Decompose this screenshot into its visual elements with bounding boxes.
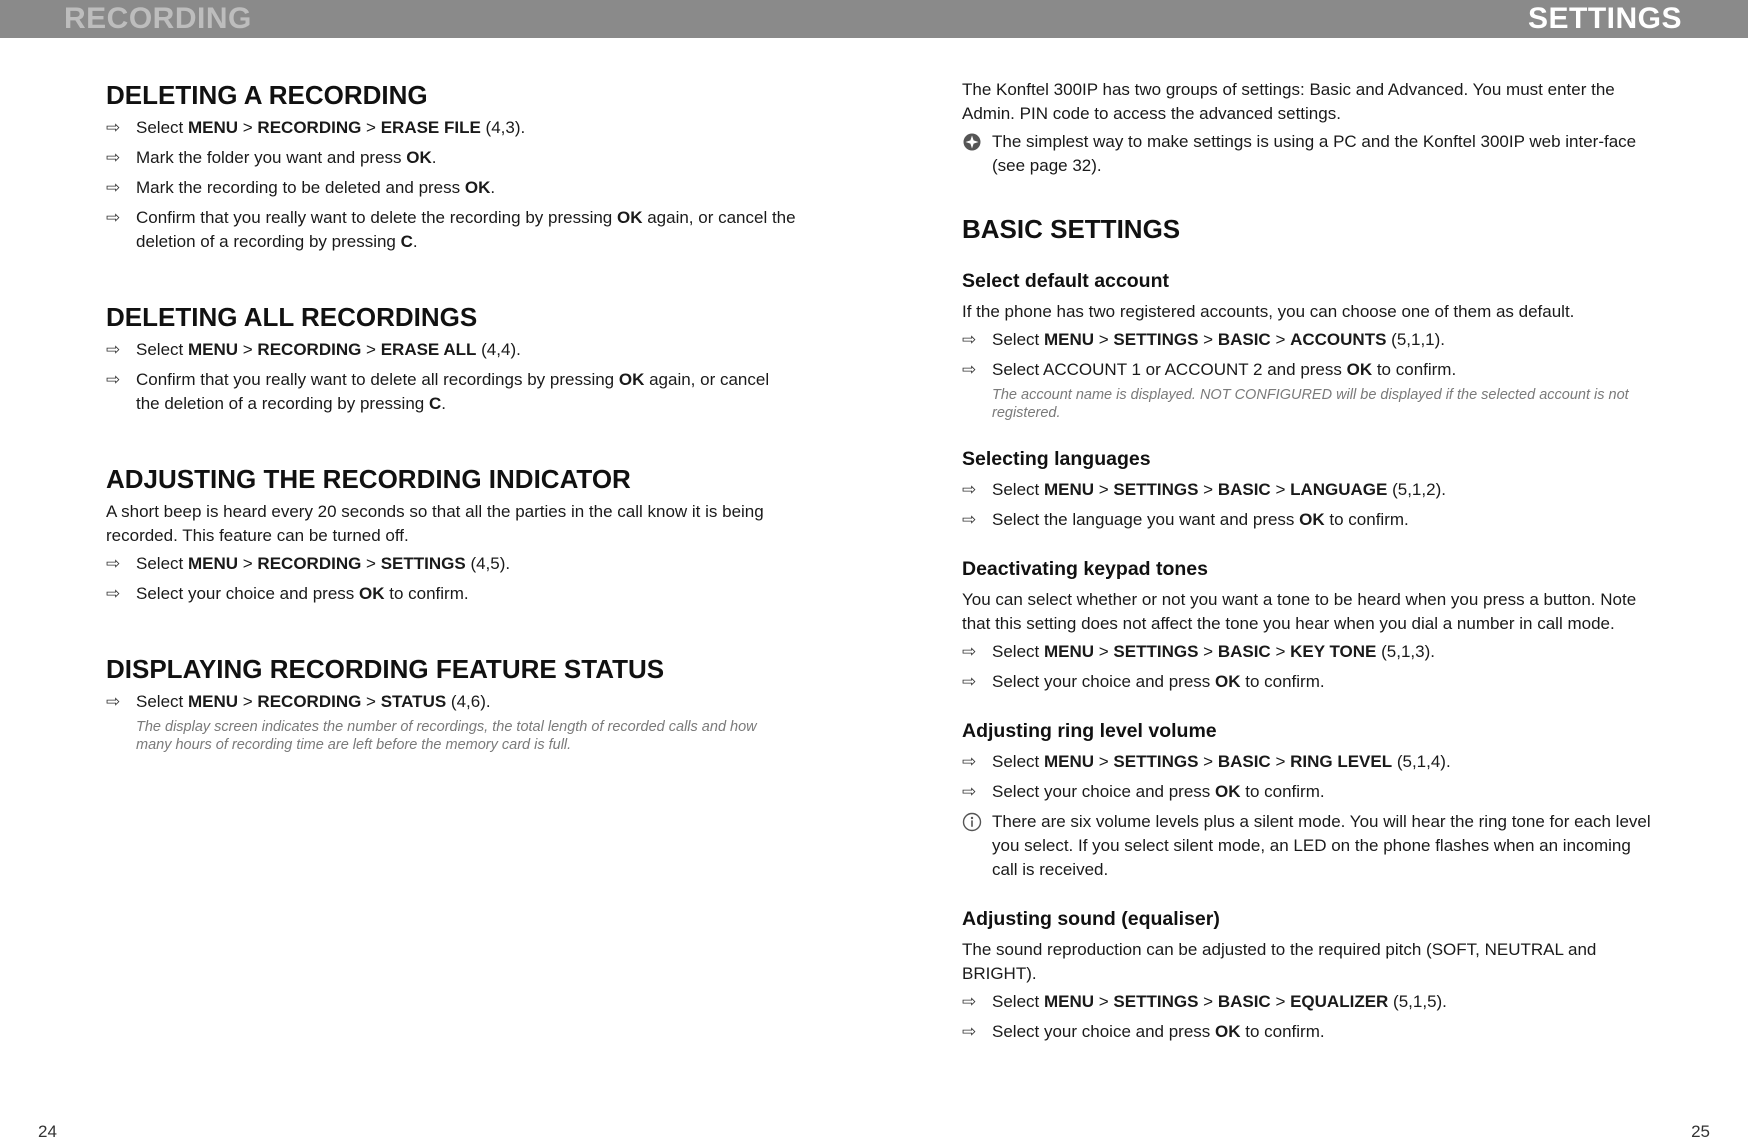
step: ⇨ Select MENU > RECORDING > ERASE FILE (4,3). <box>106 116 796 140</box>
step: ⇨ Select your choice and press OK to confirm. <box>962 670 1652 694</box>
right-arrow-icon: ⇨ <box>962 1022 977 1041</box>
step: ⇨ Mark the recording to be deleted and press OK. <box>106 176 796 200</box>
sound-description: The sound reproduction can be adjusted to the required pitch (SOFT, NEUTRAL and BRIGHT). <box>962 940 1597 983</box>
tip-icon <box>962 132 982 152</box>
heading-ring-level: Adjusting ring level volume <box>962 720 1217 742</box>
heading-basic-settings: BASIC SETTINGS <box>962 214 1181 244</box>
right-arrow-icon: ⇨ <box>962 782 977 801</box>
step: ⇨ Select MENU > SETTINGS > BASIC > KEY TONE (5,1,3). <box>962 640 1652 664</box>
right-arrow-icon: ⇨ <box>962 752 977 771</box>
section-title-settings: SETTINGS <box>1527 2 1682 35</box>
right-arrow-icon: ⇨ <box>962 992 977 1011</box>
step: ⇨ Confirm that you really want to delete the recording by pressing OK again, or cancel the deletion of a recording by pressing C. <box>106 208 796 251</box>
right-arrow-icon: ⇨ <box>962 330 977 349</box>
step: ⇨ Select MENU > SETTINGS > BASIC > LANGUAGE (5,1,2). <box>962 478 1652 502</box>
right-column <box>962 78 1652 1050</box>
settings-intro: The Konftel 300IP has two groups of settings: Basic and Advanced. You must enter the Admin. PIN code to access the advanced settings. <box>962 80 1615 123</box>
left-column <box>106 78 796 760</box>
right-arrow-icon: ⇨ <box>106 178 121 197</box>
right-arrow-icon: ⇨ <box>106 692 121 711</box>
keypad-description: You can select whether or not you want a tone to be heard when you press a button. Note that this setting does not affect the tone you hear when you dial a number in call mode. <box>962 590 1637 633</box>
section-title-recording: RECORDING <box>64 2 252 35</box>
right-arrow-icon: ⇨ <box>106 340 121 359</box>
step: ⇨ Select MENU > RECORDING > SETTINGS (4,5). <box>106 552 796 576</box>
right-arrow-icon: ⇨ <box>962 642 977 661</box>
info-icon <box>962 812 982 832</box>
step: ⇨ Select MENU > RECORDING > ERASE ALL (4,4). <box>106 338 796 362</box>
heading-deleting-all: DELETING ALL RECORDINGS <box>106 302 478 332</box>
indicator-description: A short beep is heard every 20 seconds so that all the parties in the call know it is being recorded. This feature can be turned off. <box>106 502 764 545</box>
step: ⇨ Confirm that you really want to delete all recordings by pressing OK again, or cancel the deletion of a recording by pressing C. <box>106 370 770 413</box>
step: ⇨ Select your choice and press OK to confirm. <box>962 780 1652 804</box>
right-arrow-icon: ⇨ <box>106 148 121 167</box>
right-arrow-icon: ⇨ <box>106 370 121 389</box>
step: ⇨ Select your choice and press OK to confirm. <box>106 582 796 606</box>
heading-feature-status: DISPLAYING RECORDING FEATURE STATUS <box>106 654 665 684</box>
heading-default-account: Select default account <box>962 270 1169 292</box>
step: ⇨ Select MENU > RECORDING > STATUS (4,6). <box>106 690 796 714</box>
right-arrow-icon: ⇨ <box>962 672 977 691</box>
heading-recording-indicator: ADJUSTING THE RECORDING INDICATOR <box>106 464 631 494</box>
heading-languages: Selecting languages <box>962 448 1151 470</box>
right-arrow-icon: ⇨ <box>962 510 977 529</box>
right-arrow-icon: ⇨ <box>106 584 121 603</box>
heading-deleting-recording: DELETING A RECORDING <box>106 80 428 110</box>
right-arrow-icon: ⇨ <box>106 118 121 137</box>
account-note: The account name is displayed. NOT CONFIGURED will be displayed if the selected account is not registered. <box>992 387 1629 421</box>
step: ⇨ Select MENU > SETTINGS > BASIC > ACCOUNTS (5,1,1). <box>962 328 1652 352</box>
step: ⇨ Select your choice and press OK to confirm. <box>962 1020 1652 1044</box>
account-description: If the phone has two registered accounts, you can choose one of them as default. <box>962 302 1575 321</box>
step: ⇨ Select MENU > SETTINGS > BASIC > RING LEVEL (5,1,4). <box>962 750 1652 774</box>
heading-keypad-tones: Deactivating keypad tones <box>962 558 1208 580</box>
right-arrow-icon: ⇨ <box>106 554 121 573</box>
step: ⇨ Select MENU > SETTINGS > BASIC > EQUALIZER (5,1,5). <box>962 990 1652 1014</box>
header-bar <box>0 0 1748 38</box>
page-number-left: 24 <box>38 1122 57 1141</box>
status-note: The display screen indicates the number of recordings, the total length of recorded calls and how many hours of recording time are left before the memory card is full. <box>136 719 757 753</box>
right-arrow-icon: ⇨ <box>962 360 977 379</box>
tip: The simplest way to make settings is using a PC and the Konftel 300IP web inter-face (see page 32). <box>962 130 1652 178</box>
right-arrow-icon: ⇨ <box>106 208 121 227</box>
page-number-right: 25 <box>1691 1122 1710 1141</box>
step: ⇨ Mark the folder you want and press OK. <box>106 146 796 170</box>
step: ⇨ Select the language you want and press OK to confirm. <box>962 508 1652 532</box>
info-note: There are six volume levels plus a silent mode. You will hear the ring tone for each level you select. If you select silent mode, an LED on the phone flashes when an incoming call is received. <box>962 810 1652 882</box>
right-arrow-icon: ⇨ <box>962 480 977 499</box>
step: ⇨ Select ACCOUNT 1 or ACCOUNT 2 and press OK to confirm. <box>962 358 1652 382</box>
heading-equaliser: Adjusting sound (equaliser) <box>962 908 1220 930</box>
